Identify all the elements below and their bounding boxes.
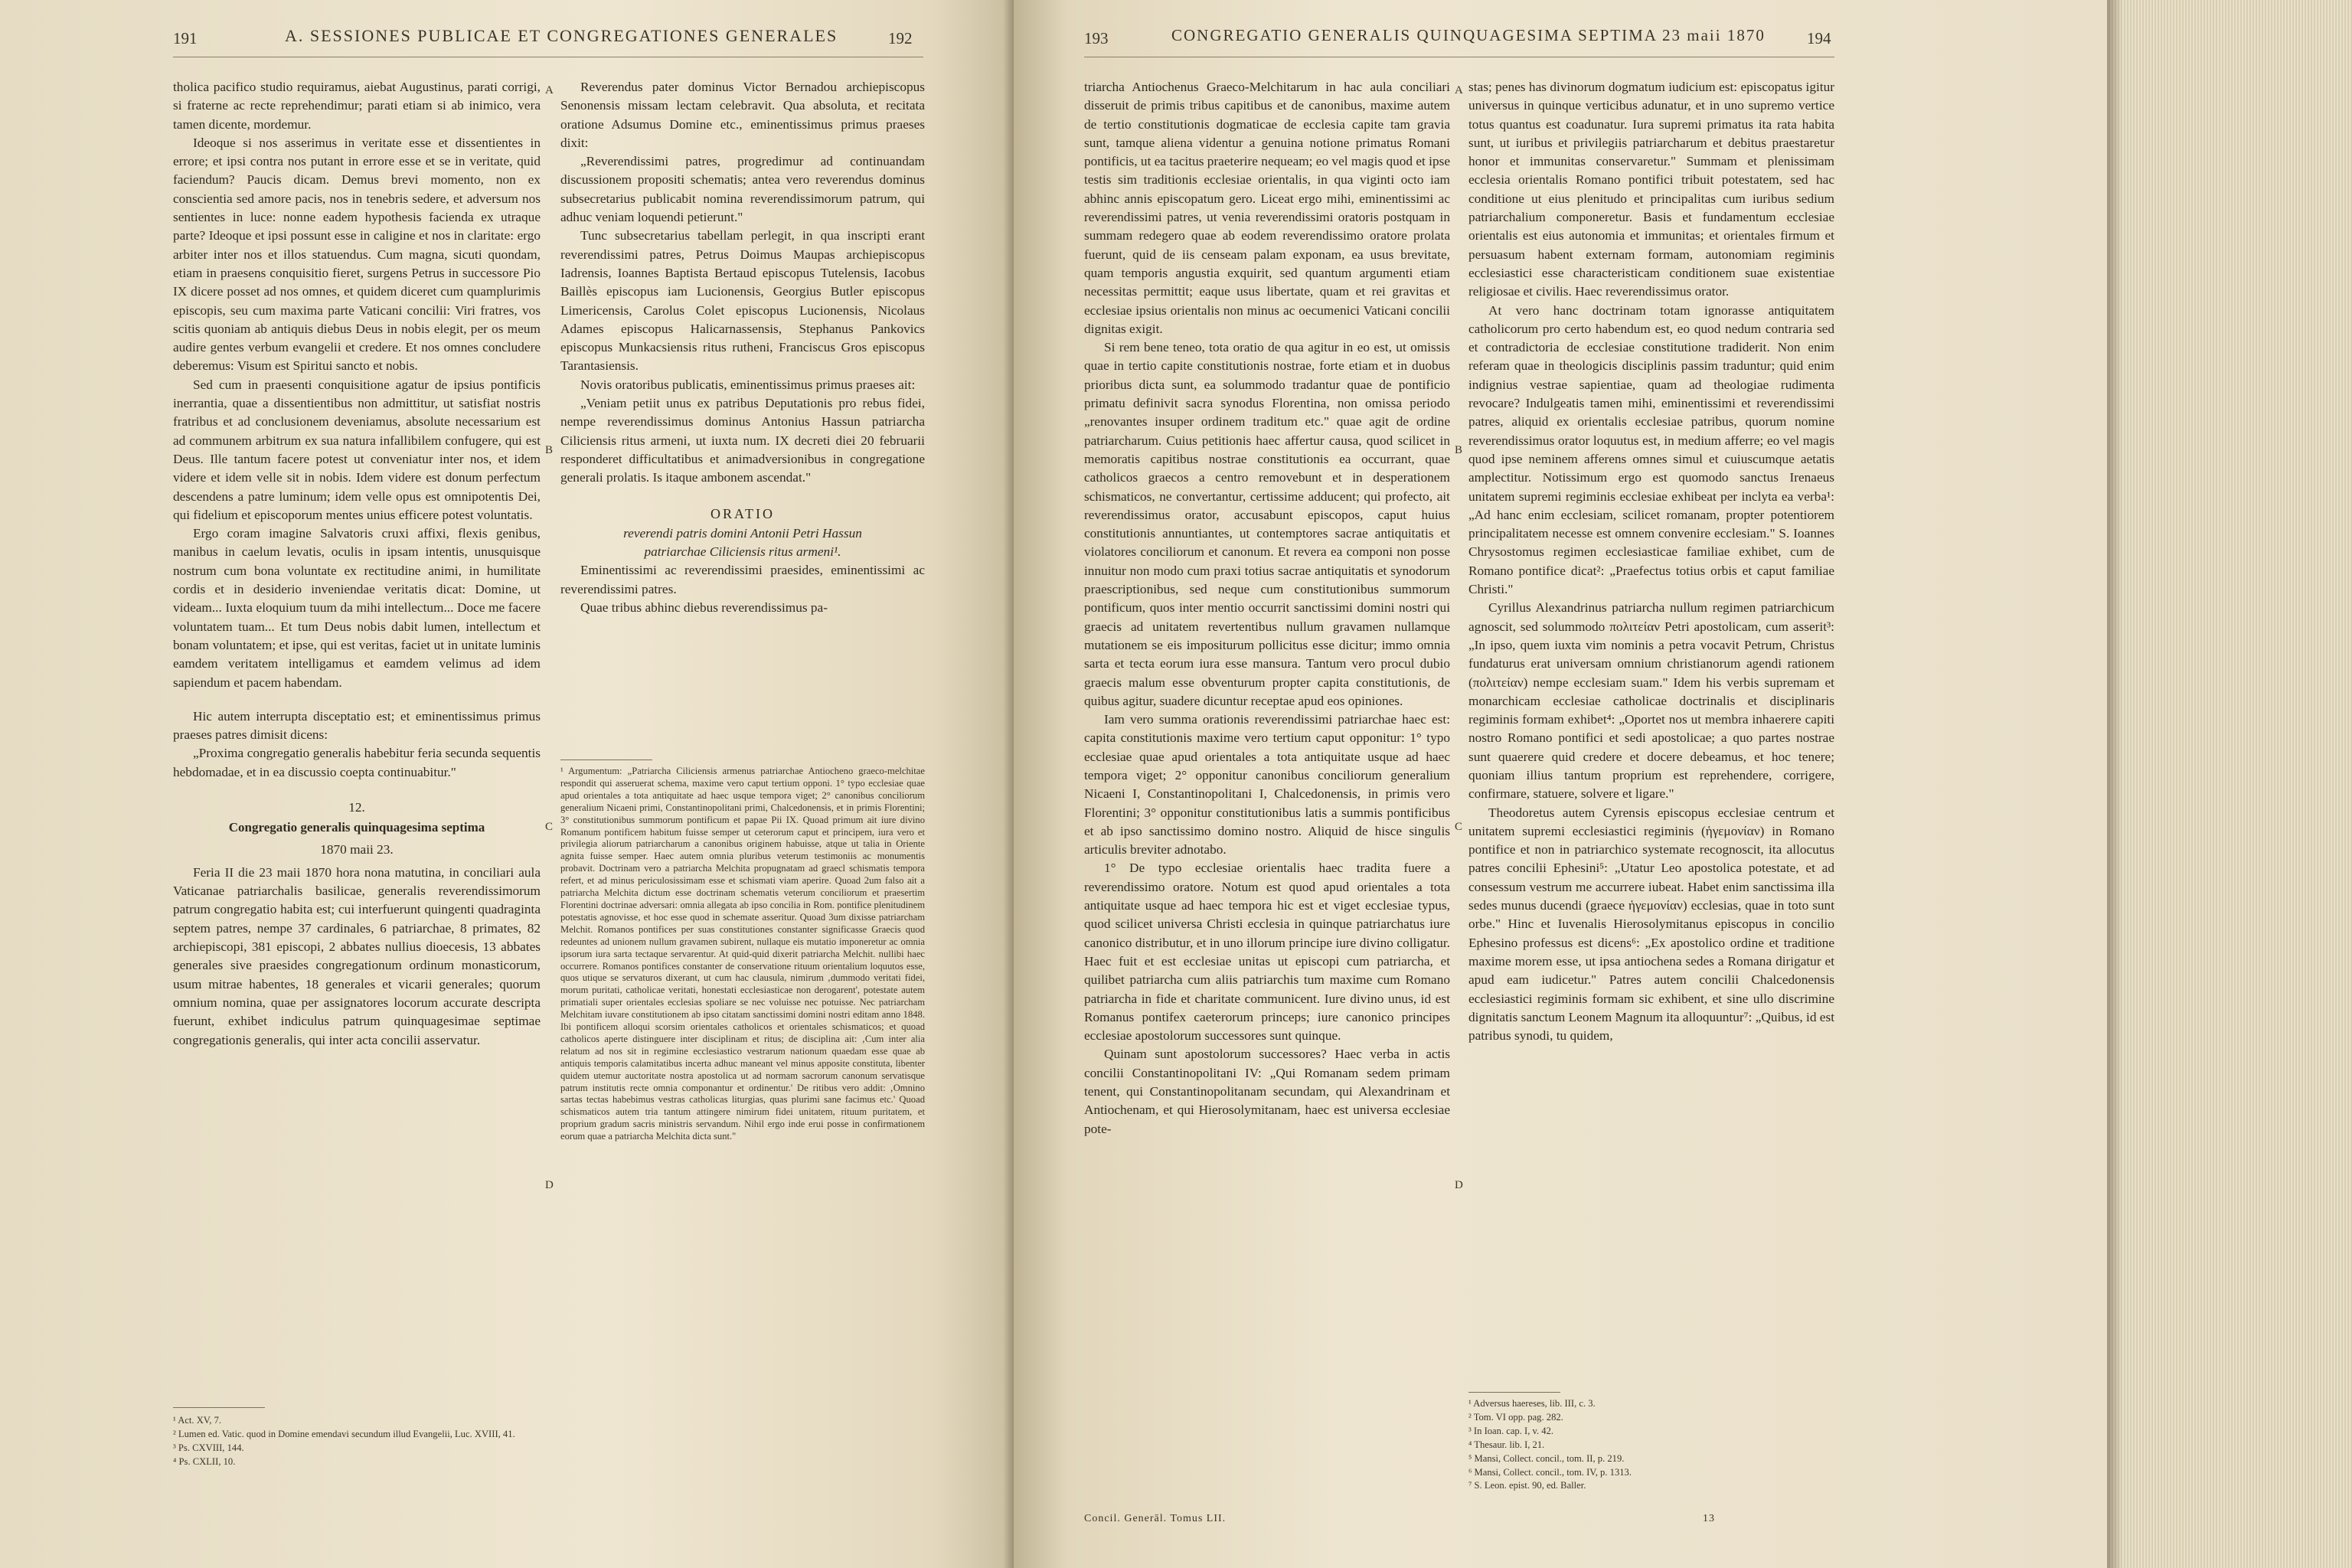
paragraph: Iam vero summa orationis reverendissimi patriarchae haec est: capita constitutionis maxime vero tertium caput opponitur: 1° typo ecclesiae quae apud orientales a tota antiquitate usque ad haec tempora viget; 2° opponitur canonibus conciliorum generalium Nicaeni I, Constantinopolitani I, Chalcedonensis, in primis vero Florentini; 3° opponitur constitutionibus latis a summis pontificibus et ab ipso sanctissimo domino nostro. Aliquid de hisce singulis articulis breviter adnotabo. bbox=[1084, 712, 1450, 858]
paragraph: tholica pacifico studio requiramus, aiebat Augustinus, parati corrigi, si fraterne ac recte reprehendimur; parati etiam si ab inimico, vera tamen dicente, mordemur. bbox=[173, 80, 541, 132]
margin-letter-b: B bbox=[1455, 444, 1463, 456]
paragraph: triarcha Antiochenus Graeco-Melchitarum in hac aula conciliari disseruit de primis tribus capitibus et de canonibus, maxime autem de tertio constitutionis dogmaticae de ecclesia capite tam gravia sunt, tamque aliena videntur a genuina notione primatus Romani pontificis, ut ea tacitus praeterire nequeam; eo vel magis quod et ipse testis sim traditionis ecclesiae orientalis, in qua viginti octo iam abhinc annis episcopatum gero. Liceat ergo mihi, eminentissimi ac reverendissimi patres, ut venia reverendissimi oratoris postquam in summam redegero quae ab eodem reverendissimo oratore prolata fuerunt, quid de iis censeam palam exponam, ea usus brevitate, quam temporis angustia exquirit, sed quantum argumenti etiam necessitas permittit; eaque usus libertate, quam et rei gravitas et ecclesiae ipsius orientalis non minus ac oecumenici Vaticani concilii dignitas exigit. bbox=[1084, 80, 1450, 336]
section-title: Congregatio generalis quinquagesima septima bbox=[228, 820, 485, 835]
left-page-column-2 bbox=[560, 78, 925, 617]
footnote: ⁷ S. Leon. epist. 90, ed. Baller. bbox=[1468, 1480, 1586, 1491]
paragraph: Feria II die 23 maii 1870 hora nona matutina, in conciliari aula Vaticanae patriarchalis basilicae, generalis reverendissimorum patrum congregatio habita est; cui interfuerunt quingenti quadraginta septem patres, nempe 37 cardinales, 6 patriarchae, 8 primates, 82 archiepiscopi, 381 episcopi, 2 abbates nullius dioecesis, 13 abbates generales sive praesides congregationum ordinum monasticorum, usum mitrae habentes, 18 generales et vicarii generales; quorum omnium nomina, quae per assignatores locorum accurate descripta fuerunt, exhibet indiculus patrum quinquagesimae septimae congregationis generalis, qui inter acta concilii asservatur. bbox=[173, 864, 541, 1047]
margin-letter-c: C bbox=[1455, 821, 1463, 833]
running-head-left: A. SESSIONES PUBLICAE ET CONGREGATIONES GENERALES bbox=[285, 26, 838, 45]
paragraph: 1° De typo ecclesiae orientalis haec tradita fuere a reverendissimo oratore. Notum est quod apud orientales a tota antiquitate usque ad haec tempora hic est et viget ecclesiae typus, quod scilicet universa Christi ecclesia in quinque patriarchatus iure canonico distributur, et in uno illorum principe iure divino colligatur. Haec fuit et est ecclesiae unitas ut episcopi cum patriarcha, et quilibet patriarcha cum aliis patriarchis tum maxime cum Romano patriarcha in fide et charitate communicent. Iure divino unus, id est Romanus pontifex caeterorum princeps; iure canonico principes ecclesiae apostolorum successores sunt quinque. bbox=[1084, 861, 1450, 1044]
paragraph: „Proxima congregatio generalis habebitur feria secunda sequentis hebdomadae, et in ea discussio coepta continuabitur." bbox=[173, 746, 541, 779]
footnote: ¹ Argumentum: „Patriarcha Ciliciensis armenus patriarchae Antiocheno graeco-melchitae respondit qui asseruerat schema, maxime vero caput tertium opponi. 1° typo ecclesiae quae apud orientales a tota antiquitate ad haec usque tempora viget; 2° canonibus conciliorum generalium Nicaeni primi, Constantinopolitani primi, Chalcedonensis, et in primis Florentini; 3° constitutionibus summorum pontificum et papae Pii IX. Quoad primum ait iure divino Romanum pontificem habitum fuisse semper ut ceterorum caput et principem, iura vero et privilegia aliorum patriarcharum a canonibus originem habuisse, atque ut talia in Oriente agnita fuisse semper. Haec autem omnia pluribus veterum testimoniis ac monumentis probavit. Doctrinam vero a patriarcha Melchita propugnatam ad graecl schismatis tempora refert, et ad minus periculosissimam esse et schismati viam aperire. Quoad 2um falso ait a patriarcha Melchita dictum esse doctrinam schematis veterum conciliorum et praesertim Florentini doctrinae adversari: omnia allegata ab ipso concilia in Rom. pontifice plenitudinem potestatis agnovisse, et hoc esse quod in schemate asseritur. Quoad 3um dixisse patriarcham Melchit. Romanos pontifices per suas constitutiones constanter significasse Graecis quod redeuntes ad unionem nullum gravamen subirent, nullaque eis mutatio imponeretur ac omnia ipsorum iura sarta tectaque servarentur. At quid-quid dixerit patriarcha Melchit. nullibi haec occurrere. Romanos pontifices constanter de conservatione rituum orientalium loquutos esse, quos utique se servaturos dixerant, ut cum hac clausula, nimirum ‚dummodo veritati fidei, morum puritati, catholicae veritati, honestati ecclesiasticae non derogarent', potestate autem primatiali super orientales ecclesias spoliare se nec voluisse nec potuisse. Nec patriarcham Melchitam iuvare constitutionem ab ipso citatam sanctissimi domini nostri editam anno 1848. Ibi pontificem alloqui scorsim orientales catholicos et orientales schismaticos; et quoad catholicos aperte distinguere inter disciplinam et ritus; de disciplina ait: ‚Cum inter alia relatum ad nos sit in regimine ecclesiastico vestrarum nationum quaedam esse quae ab antiquis temporis calamitatibus incerta adhuc maneant vel minus apposite constituta, libenter quidem utemur auctoritate nostra apostolica ut ad normam sacrorum canonum servatisque patrum institutis recte omnia componantur et ordinentur.' De ritibus vero addit: ‚Omnino sartas tectas habebimus vestras catholicas liturgias, quas plurimi sane facimus etc.' Quoad schismaticos autem tria tantum attingere nimirum fidei unitatem, rituum puritatem, et proprium gradum sacris ministris servandum. Nihil ergo inde erui posse in confirmationem eorum quae a patriarcha Melchita dicta sunt." bbox=[560, 766, 925, 1142]
footnote: ³ In Ioan. cap. I, v. 42. bbox=[1468, 1425, 1554, 1436]
footnote: ⁵ Mansi, Collect. concil., tom. II, p. 219. bbox=[1468, 1452, 1625, 1464]
paragraph: Ideoque si nos asserimus in veritate esse et dissentientes in errore; et ipsi contra nos putant in errore esse et se in veritate, quid faciendum? Paucis dicam. Demus brevi momento, non ex conscientia sed amore pacis, nos in tenebris sedere, et adversum nos sentientes in luce: nonne eadem hypothesis facienda ex utraque parte? Ideoque et ipsi possunt esse in caligine et nos in claritate: ergo arbiter inter nos et illos statuendus. Cum magna, sicuti quondam, etiam in praesens conquisitio fieret, surgens Petrus in successore Pio IX dicere posset ad nos omnes, et quidem diceret cum quamplurimis episcopis, seu cum maxima parte Vaticani concilii: Viri fratres, vos scitis quoniam ab antiquis diebus Deus in nobis elegit, per os meum audire gentes verbum evangelii et credere. Et nos omnes concludere deberemus: Visum est Spiritui sancto et nobis. bbox=[173, 135, 541, 374]
paragraph: Quae tribus abhinc diebus reverendissimus pa- bbox=[580, 600, 828, 616]
oratio-subtitle: reverendi patris domini Antonii Petri Hassun bbox=[623, 525, 862, 541]
footnote: ¹ Act. XV, 7. bbox=[173, 1415, 222, 1426]
paragraph: Si rem bene teneo, tota oratio de qua agitur in eo est, ut omissis quae in tertio capite constitutionis nostrae, forte etiam et in duobus prioribus dicta sunt, ea solummodo tradantur quae de pontificio primatu definivit sacra synodus Florentina, non omissa periodo „renovantes insuper ordinem traditum etc." quae agit de ordine patriarcharum. Cuius petitionis haec affertur causa, quod scilicet in memoratis capitibus nostrae constitutionis ea occurrant, quae catholicos graecos a centro removebunt et in desperationem schismaticos, ne convertantur, certissime adducent; qui profecto, ait reverendissimus orator, accusabunt episcopos, caput huius constitutionis annuntiantes, ut contemptores sacrae antiquitatis et violatores conciliorum et canonum. Et revera ea componi non posse innuitur non modo cum praxi totius sacrae antiquitatis et synodorum praescriptionibus, sed neque cum constitutionibus summorum pontificum, quos inter mentio occurrit sanctissimi domini nostri qui graecis ad unitatem revertentibus nullum gravamen nullamque mutationem se eis impositurum pollicitus esse dicitur; immo omnia sarta et tecta eorum iura esse mansura. Tantum vero procul dubio graecis malum esse obventurum propter capita constitutionis, de quibus agitur, suadere dicuntur receptae apud eos opiniones. bbox=[1084, 340, 1450, 708]
footnote: ¹ Adversus haereses, lib. III, c. 3. bbox=[1468, 1398, 1596, 1409]
paragraph: stas; penes has divinorum dogmatum iudicium est: episcopatus igitur universus in quinque verticibus adunatur, et in uno supremo vertice totus quantus est coadunatur. Iura supremi primatus ita rata habita sunt, ut iuribus et privilegiis patriarcharum et debitus praestaretur honor et immunitas conservaretur." Summam et plenissimam ecclesia orientalis Romano pontifici tribuit potestatem, sed hac conditione ut eius plenitudo et principalitas cum iuribus sedium patriarchalium componeretur. Basis et fundamentum ecclesiae orientalis est eius autonomia et immunitas; et orientales firmum et persuasum habent externam formam, autonomiam regiminis ecclesiastici esse characteristicam conditionem suae existentiae religiosae et civilis. Haec reverendissimus orator. bbox=[1468, 80, 1834, 299]
oratio-subtitle: patriarchae Ciliciensis ritus armeni¹. bbox=[644, 544, 841, 560]
footnote: ² Lumen ed. Vatic. quod in Domine emendavi secundum illud Evangelii, Luc. XVIII, 41. bbox=[173, 1428, 515, 1439]
right-page-column-2 bbox=[1468, 78, 1834, 1045]
paragraph: „Veniam petiit unus ex patribus Deputationis pro rebus fidei, nempe reverendissimus dominus Antonius Hassun patriarcha Ciliciensis ritus armeni, ut iuxta num. IX decreti diei 20 februarii responderet difficultatibus et animadversionibus in congregatione generali prolatis. Is itaque ambonem ascendat." bbox=[560, 396, 925, 485]
left-page-column-1-footnotes bbox=[173, 1415, 541, 1470]
margin-letter-a: A bbox=[1455, 84, 1463, 96]
page-number-194: 194 bbox=[1807, 29, 1831, 47]
paragraph: Ergo coram imagine Salvatoris cruxi affixi, flexis genibus, manibus in caelum levatis, oculis in ipsam intentis, unusquisque nostrum cum bona voluntate ex rectitudine animi, in humilitate cordis et in desiderio inveniendae veritatis dicat: Domine, ut videam... Iuxta eloquium tuum da mihi intellectum... Doce me facere voluntatem tuam... Et tum Deus nobis dabit lumen, intellectum et bonam voluntatem; et ipse, qui est veritas, faciet ut in unitate luminis eamdem veritatem intelligamus et eamdem velimus ad idem sapiendum et pacem habendam. bbox=[173, 526, 541, 690]
margin-letter-b: B bbox=[545, 444, 554, 456]
oratio-heading: ORATIO bbox=[710, 505, 775, 521]
right-page-column-1 bbox=[1084, 78, 1450, 1138]
footnote: ⁴ Thesaur. lib. I, 21. bbox=[1468, 1439, 1545, 1450]
page-number-191: 191 bbox=[173, 29, 198, 47]
paragraph: „Reverendissimi patres, progredimur ad continuandam discussionem propositi schematis; antea vero reverendus dominus subsecretarius publicabit nomina reverendissimorum patrum, qui adhuc veniam loquendi petierunt." bbox=[560, 154, 925, 225]
left-page-column-1 bbox=[173, 78, 541, 1050]
paragraph: Hic autem interrupta disceptatio est; et eminentissimus primus praeses patres dimisit dicens: bbox=[173, 708, 541, 743]
running-head-right: CONGREGATIO GENERALIS QUINQUAGESIMA SEPTIMA 23 maii 1870 bbox=[1171, 26, 1766, 44]
paragraph: Eminentissimi ac reverendissimi praesides, eminentissimi ac reverendissimi patres. bbox=[560, 563, 925, 596]
margin-letter-d: D bbox=[545, 1179, 554, 1191]
paragraph: Tunc subsecretarius tabellam perlegit, in qua inscripti erant reverendissimi patres, Petrus Doimus Maupas archiepiscopus Iadrensis, Ioannes Baptista Bertaud episcopus Tutelensis, Iacobus Baillès episcopus iam Lucionensis, Georgius Butler episcopus Limericensis, Carolus Colet episcopus Lucionensis, Nicolaus Adames episcopus Halicarnassensis, Stephanus Pankovics episcopus Munkacsiensis ritus rutheni, Franciscus Gros episcopus Tarantasiensis. bbox=[560, 228, 925, 374]
signature-line: Concil. Generāl. Tomus LII. bbox=[1084, 1513, 1227, 1524]
paragraph: Novis oratoribus publicatis, eminentissimus primus praeses ait: bbox=[580, 377, 916, 392]
paragraph: Theodoretus autem Cyrensis episcopus ecclesiae centrum et unitatem supremi ecclesiastici regiminis (ἡγεμονίαν) in Romano pontifice et non in patriarchico systemate recognoscit, ita allocutus patres concilii Ephesini⁵: „Utatur Leo apostolica potestate, et ad consessum vestrum me accurrere iubeat. Habet enim sanctissima illa sedes munus ducendi (graece ἡγεμονίαν) ecclesias, quae in toto sunt orbe." Hinc et Iuvenalis Hierosolymitanus episcopus in concilio Ephesino professus est dicens⁶: „Ex apostolico ordine et traditione maxime morem esse, ut ipsa antiochena sedes a Romana dirigatur et apud eam iudicetur." Patres autem concilii Chalcedonensis ecclesiastici regiminis formam sic exhibent, et sine ullo discrimine dignitatis sanctum Leonem Magnum ita alloquuntur⁷: „Quibus, id est patribus synodi, tu quidem, bbox=[1468, 805, 1834, 1044]
paragraph: Reverendus pater dominus Victor Bernadou archiepiscopus Senonensis missam lectam celebravit. Qua absoluta, et recitata oratione Adsumus Domine etc., eminentissimus primus praeses dixit: bbox=[560, 80, 925, 150]
paragraph: Quinam sunt apostolorum successores? Haec verba in actis concilii Constantinopolitani IV: „Qui Romanam sedem primam tenent, qui Constantinopolitanam secundam, qui Alexandrinam et Antiochenam, et qui Hierosolymitanam, haec est universa ecclesiae pote- bbox=[1084, 1047, 1450, 1136]
right-page bbox=[1014, 0, 2107, 1568]
paragraph: At vero hanc doctrinam totam ignorasse antiquitatem catholicorum pro certo habendum est, eo quod nedum contraria sed et contradictoria de ecclesiae constitutione tradiderit. Non enim referam quae in theologicis disciplinis passim traduntur; quid enim indignius vestrae sapientiae, quam ad theologiae rudimenta revocare? Indulgeatis tamen mihi, eminentissimi et reverendissimi patres, aliquid ex orientalis ecclesiae patribus, quorum nomine reverendissimus orator loquutus est, in medium afferre; eo vel magis quod ipse neminem afferens omnes simul et cuiuscumque aetatis amplectitur. Notissimum ergo est quomodo sanctus Irenaeus unitatem supremi regiminis ecclesiae exhibeat per inclyta ea verba¹: „Ad hanc enim ecclesiam, scilicet romanam, propter potentiorem principalitatem necesse est omnem convenire ecclesiam." S. Ioannes Chrysostomus regimen ecclesiasticae familiae exhibet, cum de Romano pontifice dicat²: „Praefectus totius orbis et caput familiae Christi." bbox=[1468, 302, 1834, 597]
footnote: ⁴ Ps. CXLII, 10. bbox=[173, 1455, 236, 1467]
page-edge-shadow bbox=[2107, 0, 2122, 1568]
paragraph: Cyrillus Alexandrinus patriarcha nullum regimen patriarchicum agnoscit, sed solummodo πολιτείαν Petri apostolicam, cum asserit³: „In ipso, quem iuxta vim nominis a petra vocavit Petrum, Christus fundaturus erat universam omnium christianorum agendi rationem (πολιτείαν) nempe ecclesiam suam." Idem his verbis supremam et monarchicam ecclesiae catholicae doctrinalis et disciplinaris regiminis formam exhibet⁴: „Oportet nos ut membra inhaerere capiti nostro Romano pontifici et sedi apostolicae; a quo partes nostrae sunt quaerere quid credere et docere debeamus, et hoc tenere; quoniam illius tantum proprium est reprehendere, corrigere, confirmare, statuere, solvere et ligare." bbox=[1468, 600, 1834, 802]
paragraph: Sed cum in praesenti conquisitione agatur de ipsius pontificis inerrantia, quae a dissentientibus non admittitur, ut satisfiat nostris fratribus et ad conclusionem deveniamus, absolute necessarium est ad communem arbitrum ex sua natura infallibilem confugere, qui est Deus. Ille tantum facere potest ut conveniatur inter nos, et idem videre et idem velle sit in nobis. Idem videre est donum perfectum descendens a patre luminum; idem velle opus est omnipotentis Dei, qui fidelium et episcoporum mentes unius efficere potest voluntatis. bbox=[173, 377, 541, 522]
margin-letter-c: C bbox=[545, 821, 554, 833]
footnote: ² Tom. VI opp. pag. 282. bbox=[1468, 1411, 1563, 1423]
signature-number: 13 bbox=[1703, 1513, 1715, 1524]
margin-letter-a: A bbox=[545, 84, 554, 96]
footnote-rule bbox=[173, 1407, 265, 1408]
footnote-rule bbox=[1468, 1392, 1560, 1393]
page-number-193: 193 bbox=[1084, 29, 1109, 47]
right-page-column-2-footnotes bbox=[1468, 1398, 1834, 1494]
left-page-column-2-footnote bbox=[560, 766, 925, 1145]
left-page bbox=[0, 0, 1014, 1568]
margin-letter-d: D bbox=[1455, 1179, 1463, 1191]
section-number: 12. bbox=[348, 799, 365, 815]
page-number-192: 192 bbox=[888, 29, 913, 47]
footnote: ⁶ Mansi, Collect. concil., tom. IV, p. 1313. bbox=[1468, 1466, 1632, 1478]
footnote: ³ Ps. CXVIII, 144. bbox=[173, 1442, 244, 1453]
page-edges bbox=[2107, 0, 2352, 1568]
section-date: 1870 maii 23. bbox=[320, 841, 394, 857]
